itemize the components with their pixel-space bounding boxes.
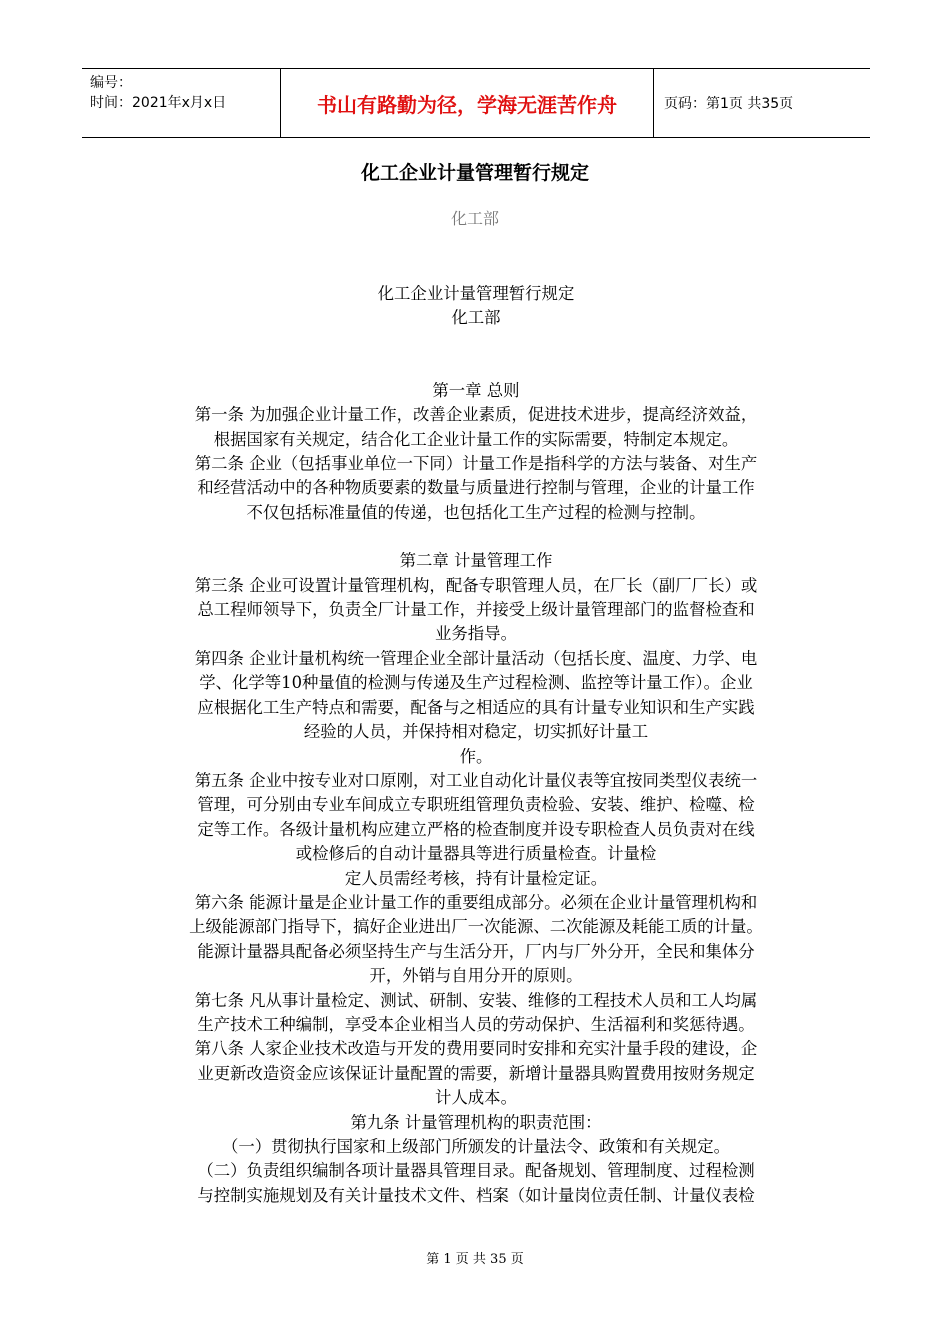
body-line: 上级能源部门指导下，搞好企业进出厂一次能源、二次能源及耗能工质的计量。 [189,917,763,937]
body-line: 或检修后的自动计量器具等进行质量检查。计量检 [295,844,657,864]
body-line: 定人员需经考核，持有计量检定证。 [344,868,608,888]
blank-line [146,525,806,549]
body-line: 和经营活动中的各种物质要素的数量与质量进行控制与管理，企业的计量工作 [197,478,755,498]
header-meta [82,69,281,137]
spacer [146,331,806,379]
header-table [82,68,870,138]
body-line: 根据国家有关规定，结合化工企业计量工作的实际需要，特制定本规定。 [213,429,739,449]
body-line: 第五条 企业中按专业对口原刚，对工业自动化计量仪表等宜按同类型仪表统一 [194,770,758,790]
body-line: （一）贯彻执行国家和上级部门所颁发的计量法令、政策和有关规定。 [221,1137,731,1156]
body-line: 能源计量器具配备必须坚持生产与生活分开，厂内与厂外分开，全民和集体分 [197,941,755,961]
body-line: 第七条 凡从事计量检定、测试、研制、安装、维修的工程技术人员和工人均属 [194,990,758,1010]
body-line: 经验的人员，并保持相对稳定，切实抓好计量工 [303,722,649,742]
header-page-info: 页码：第1页 共35页 [664,96,794,112]
body-author: 化工部 [451,308,501,328]
body-line: 不仅包括标准量值的传递，也包括化工生产过程的检测与控制。 [246,502,706,522]
body-line: 总工程师领导下，负责全厂计量工作，并接受上级计量管理部门的监督检查和 [197,600,755,620]
body-line: 第一条 为加强企业计量工作，改善企业素质，促进技术进步，提高经济效益， [194,405,758,425]
body-line: 定等工作。各级计量机构应建立严格的检查制度并设专职检查人员负责对在线 [197,819,755,839]
body-line: 开，外销与自用分开的原则。 [369,966,583,986]
header-motto: 书山有路勤为径，学海无涯苦作舟 [281,69,654,137]
body-line: 第六条 能源计量是企业计量工作的重要组成部分。必须在企业计量管理机构和 [194,892,758,912]
body-lines [146,379,806,1208]
body-line: 第一章 总则 [432,380,520,400]
number-label: 编号： [90,75,132,91]
body-line: 业更新改造资金应该保证计量配置的需要，新增计量器具购置费用按财务规定 [197,1063,755,1083]
body-line: 业务指导。 [435,624,517,644]
body-line: 第三条 企业可设置计量管理机构，配备专职管理人员，在厂长（副厂厂长）或 [194,575,758,595]
body-line: 第四条 企业计量机构统一管理企业全部计量活动（包括长度、温度、力学、电 [194,648,758,668]
body-line: 第二章 计量管理工作 [399,551,553,571]
body-title: 化工企业计量管理暂行规定 [377,284,575,303]
document-title: 化工企业计量管理暂行规定 [360,162,589,184]
body-line: 第二条 企业（包括事业单位一下同）计量工作是指科学的方法与装备、对生产 [194,454,758,474]
body-line: 计人成本。 [435,1088,517,1108]
body-line: 应根据化工生产特点和需要，配备与之相适应的具有计量专业知识和生产实践 [197,697,755,717]
body-line: 管理，可分别由专业车间成立专职班组管理负责检验、安装、维护、检噬、检 [197,795,755,815]
body-line: 与控制实施规划及有关计量技术文件、档案（如计量岗位责任制、计量仪表检 [197,1185,755,1205]
page-footer: 第 1 页 共 35 页 [426,1252,524,1267]
body-line: 作。 [459,746,493,766]
body-line: （二）负责组织编制各项计量器具管理目录。配备规划、管理制度、过程检测 [197,1161,755,1181]
body-line: 学、化学等10种量值的检测与传递及生产过程检测、监控等计量工作）。企业 [199,673,753,693]
time-label: 时间：2021年x月x日 [90,95,227,111]
body-line: 第八条 人家企业技术改造与开发的费用要同时安排和充实汁量手段的建设，企 [194,1039,758,1059]
document-body [146,282,806,1208]
body-line: 第九条 计量管理机构的职责范围： [350,1112,602,1132]
body-line: 生产技术工种编制，享受本企业相当人员的劳动保护、生活福利和奖惩待遇。 [197,1014,755,1034]
document-subtitle: 化工部 [450,209,499,228]
